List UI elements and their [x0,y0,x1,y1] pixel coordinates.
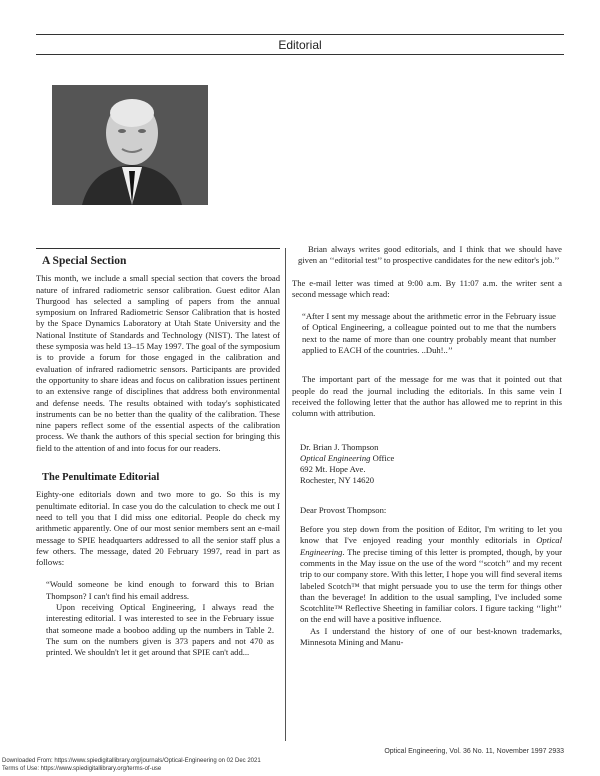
terms-notice: Terms of Use: https://www.spiedigitallibrary.org/terms-of-use [2,766,162,772]
letter-body-part-b: . The precise timing of this letter is prompted, though, by your comments in the May issue on the use of the word ‘‘scotch’’ and my recent trip to our company store. With this letter, I hope you will find several items labeled Scotch™ that might persuade you to use the term for things other than the beverage! In addition to the usual sampling, I've included some Scotchlite™ Reflective Sheeting in familiar colors. I figure tacking ‘‘light’’ on the end will have a positive influence. [300,546,562,625]
letter-salutation: Dear Provost Thompson: [300,504,387,515]
address-office-word: Office [370,452,395,463]
section-heading-penultimate: The Penultimate Editorial [42,472,160,484]
address-city: Rochester, NY 14620 [300,475,375,486]
special-section-paragraph: This month, we include a small special section that covers the broad nature of infrared radiometric sensor calibration. Guest editor Alan Thurgood has selected a sampling of papers from the annual symposium on Infrared Radiometric Sensor Calibration that is hosted by the Space Dynamics Laboratory at Utah State University and the National Institute of Standards and Technology (NIST). The latest of these symposia was held 13–15 May 1997. The goal of the symposium is to provide a forum for those engaged in the calibration and evaluation of infrared radiometric sensors. Participants are provided the opportunity to share ideas and focus on calibration issues pertinent to an extensive range of disciplines that address both environmental and defense needs. The results obtained with today's sophisticated instruments can be no better than the quality of the calibration. These nine papers reflect some of the essential aspects of the calibration process. We thank the authors of this special section for bringing this field to the attention of and into focus for our readers. [36,273,280,453]
letter-body-journal: Optical Engineering [300,535,562,557]
letter-history-paragraph: As I understand the history of one of our best-known trademarks, Minnesota Mining and Manu- [300,625,562,648]
important-part-paragraph: The important part of the message for me was that it pointed out that people do read the journal including the editorials. In this same vein I received the following letter that the author has allowed me to reprint in this column with attribution. [292,374,562,419]
journal-footer: Optical Engineering, Vol. 36 No. 11, November 1997 2933 [384,748,564,755]
letter-body-paragraph [292,524,562,626]
download-footer [2,757,261,773]
email-quote-1: “Would someone be kind enough to forward this to Brian Thompson? I can't find his email address. [46,579,274,601]
right-column [292,244,562,648]
address-office [300,453,562,464]
second-message-intro: The e-mail letter was timed at 9:00 a.m. By 11:07 a.m. the writer sent a second message which read: [292,277,562,299]
letter-address [292,442,562,487]
second-email-quote: “After I sent my message about the arithmetic error in the February issue of Optical Engineering, a colleague pointed out to me that the numbers next to the name of more than one country probably meant that number applied to EACH of the countries. ..Duh!..’’ [302,311,556,356]
continued-quote: Brian always writes good editorials, and I think that we should have given an ‘‘editorial test’’ to prospective candidates for the new editor's job.’’ [298,244,562,266]
section-heading-special: A Special Section [42,255,127,267]
page-header-title: Editorial [278,38,322,52]
address-name: Dr. Brian J. Thompson [300,441,379,452]
left-column-rule [36,248,280,249]
portrait-image [52,85,208,205]
column-divider [285,248,286,741]
header-bottom-rule [36,54,564,55]
left-column [36,256,280,659]
address-street: 692 Mt. Hope Ave. [300,464,366,475]
letter-body-part-a: Before you step down from the position of Editor, I'm writing to let you know that I've enjoyed reading your monthly editorials in [300,524,562,546]
download-notice: Downloaded From: https://www.spiedigitallibrary.org/journals/Optical-Engineering on 02 Dec 2021 [2,758,261,764]
address-journal: Optical Engineering [300,452,371,463]
email-quote-2: Upon receiving Optical Engineering, I always read the interesting editorial. I was interested to see in the February issue that someone made a booboo adding up the numbers in Table 2. The sum on the numbers given is 373 papers and not 470 as printed. We shouldn't let it get around that SPIE can't add... [46,602,274,658]
author-photo [52,85,208,205]
penultimate-paragraph: Eighty-one editorials down and two more to go. So this is my penultimate editorial. In case you do the calculation to check me out I need to tell you that I did miss one editorial. People do check my arithmetic apparently. One of our most senior members sent an e-mail message to SPIE headquarters addressed to all the senior staff plus a few others. The message, dated 20 February 1997, read in part as follows: [36,489,280,568]
header-top-rule [36,34,564,35]
